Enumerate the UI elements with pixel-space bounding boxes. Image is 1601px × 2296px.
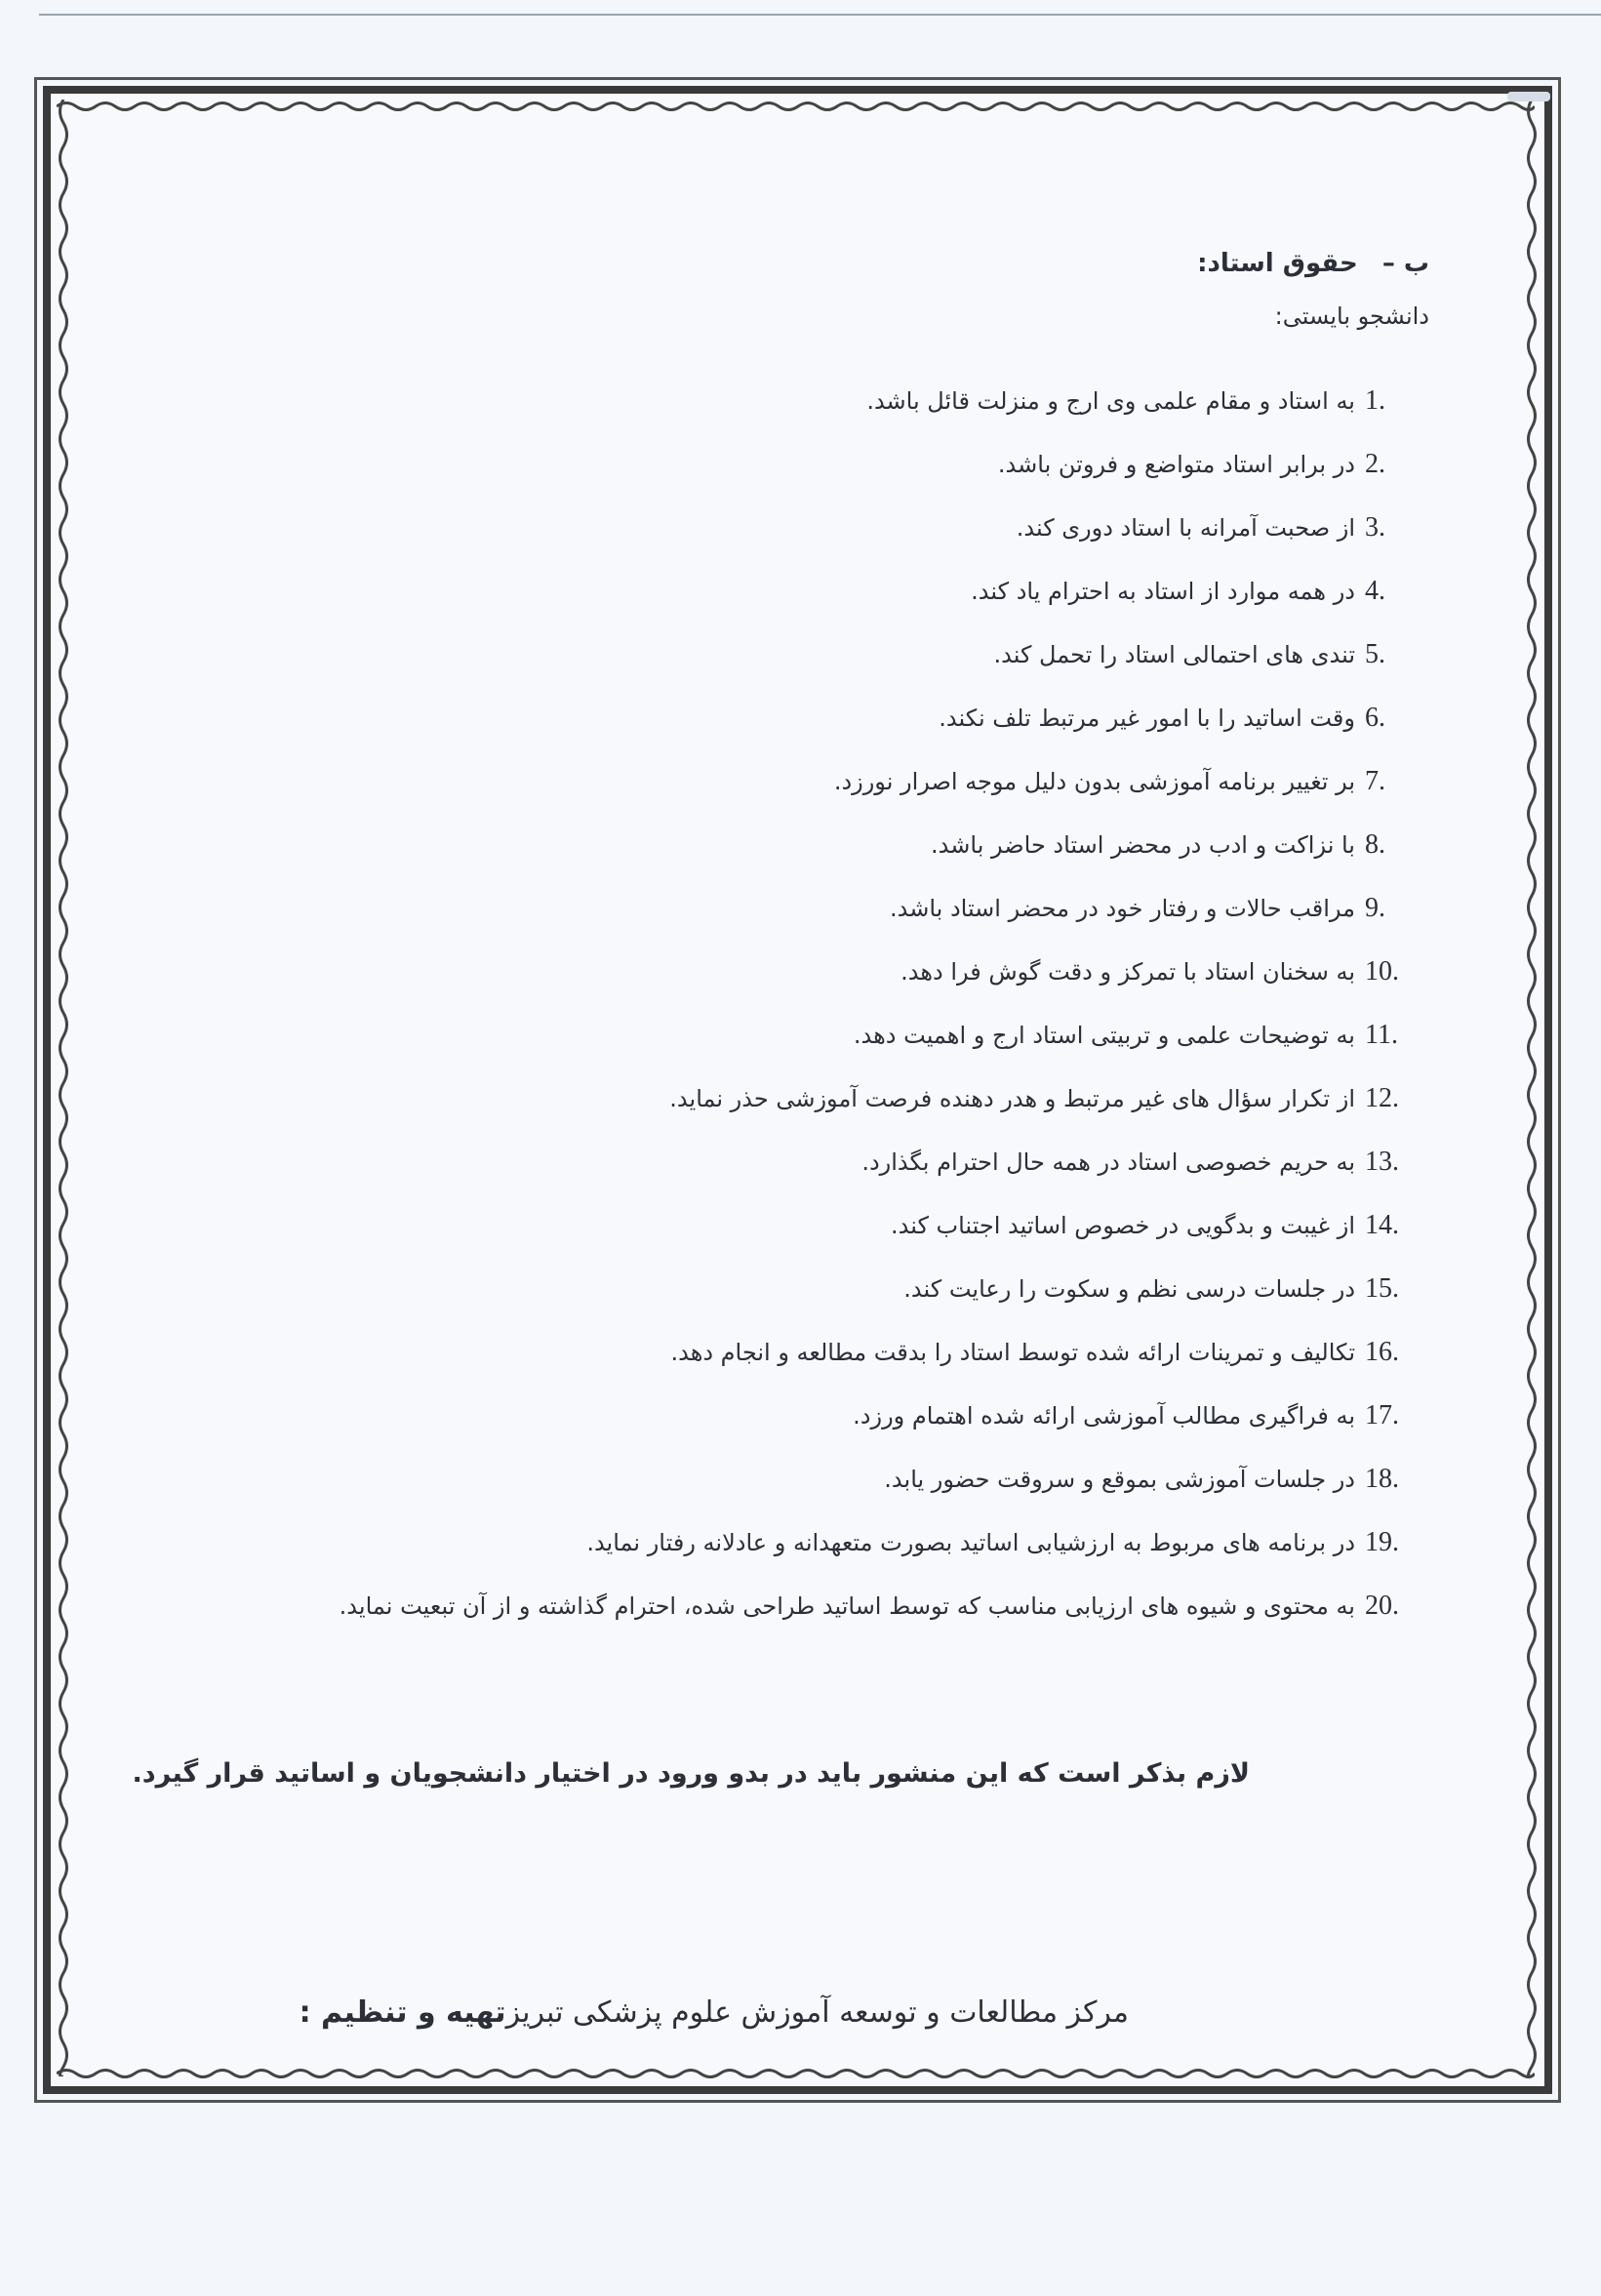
item-text: بر تغییر برنامه آموزشی بدون دلیل موجه اصرار نورزد. <box>833 767 1355 795</box>
item-number: 5. <box>1365 638 1385 669</box>
item-number: 13. <box>1365 1146 1399 1177</box>
item-text: تکالیف و تمرینات ارائه شده توسط استاد را بدقت مطالعه و انجام دهد. <box>670 1338 1355 1366</box>
item-text: در همه موارد از استاد به احترام یاد کند. <box>971 577 1355 605</box>
list-item <box>147 1574 1416 1637</box>
list-item <box>147 813 1416 876</box>
list-item <box>147 686 1416 749</box>
item-text: به محتوی و شیوه های ارزیابی مناسب که توسط اساتید طراحی شده، احترام گذاشته و از آن تبعیت نماید. <box>339 1591 1355 1620</box>
prepared-by-org: مرکز مطالعات و توسعه آموزش علوم پزشکی تبریز <box>505 1995 1129 2030</box>
item-number: 7. <box>1365 765 1385 796</box>
list-item <box>147 876 1416 940</box>
item-text: با نزاکت و ادب در محضر استاد حاضر باشد. <box>931 830 1355 859</box>
item-number: 12. <box>1365 1082 1399 1113</box>
list-item <box>147 1320 1416 1384</box>
item-number: 2. <box>1365 448 1385 479</box>
item-text: در جلسات درسی نظم و سکوت را رعایت کند. <box>903 1274 1355 1303</box>
prepared-by-label: تهیه و تنظیم : <box>299 1995 506 2030</box>
list-item <box>147 1384 1416 1447</box>
list-item <box>147 369 1416 432</box>
item-number: 15. <box>1365 1272 1399 1304</box>
list-item <box>147 559 1416 623</box>
distribution-note: لازم بذکر است که این منشور باید در بدو ورود در اختیار دانشجویان و اساتید قرار گیرد. <box>132 1758 1250 1789</box>
item-number: 18. <box>1365 1463 1399 1494</box>
section-letter: ب – <box>1381 249 1429 278</box>
item-text: به حریم خصوصی استاد در همه حال احترام بگذارد. <box>861 1148 1355 1176</box>
item-text: در جلسات آموزشی بموقع و سروقت حضور یابد. <box>884 1465 1355 1493</box>
list-item <box>147 749 1416 813</box>
list-item <box>147 1130 1416 1193</box>
list-item <box>147 1511 1416 1574</box>
item-number: 16. <box>1365 1336 1399 1367</box>
item-number: 20. <box>1365 1590 1399 1621</box>
item-text: وقت اساتید را با امور غیر مرتبط تلف نکند. <box>939 704 1355 732</box>
item-text: تندی های احتمالی استاد را تحمل کند. <box>993 640 1355 668</box>
item-number: 10. <box>1365 955 1399 987</box>
list-item <box>147 496 1416 559</box>
item-text: از صحبت آمرانه با استاد دوری کند. <box>1016 513 1355 542</box>
item-text: به سخنان استاد با تمرکز و دقت گوش فرا دهد. <box>901 957 1355 986</box>
item-number: 4. <box>1365 575 1385 606</box>
item-text: در برابر استاد متواضع و فروتن باشد. <box>997 450 1355 478</box>
item-text: از تکرار سؤال های غیر مرتبط و هدر دهنده فرصت آموزشی حذر نماید. <box>669 1084 1355 1112</box>
item-number: 6. <box>1365 702 1385 733</box>
item-text: از غیبت و بدگویی در خصوص اساتید اجتناب کند. <box>890 1211 1355 1239</box>
list-item <box>147 1447 1416 1511</box>
list-item <box>147 1067 1416 1130</box>
duties-list <box>147 369 1416 1637</box>
section-title: حقوق استاد: <box>1197 249 1358 278</box>
list-item <box>147 1257 1416 1320</box>
item-text: در برنامه های مربوط به ارزشیابی اساتید بصورت متعهدانه و عادلانه رفتار نماید. <box>586 1528 1355 1556</box>
item-number: 14. <box>1365 1209 1399 1240</box>
section-subheading: دانشجو بایستی: <box>1274 302 1429 330</box>
item-text: به فراگیری مطالب آموزشی ارائه شده اهتمام ورزد. <box>853 1401 1355 1430</box>
section-heading <box>1197 249 1429 278</box>
item-number: 19. <box>1365 1526 1399 1557</box>
item-text: به توضیحات علمی و تربیتی استاد ارج و اهمیت دهد. <box>853 1021 1355 1049</box>
item-number: 17. <box>1365 1399 1399 1430</box>
list-item <box>147 432 1416 496</box>
prepared-by <box>288 1995 1129 2030</box>
item-text: مراقب حالات و رفتار خود در محضر استاد باشد. <box>889 894 1355 922</box>
list-item <box>147 1193 1416 1257</box>
item-number: 8. <box>1365 828 1385 860</box>
list-item <box>147 940 1416 1003</box>
item-number: 1. <box>1365 384 1385 416</box>
item-number: 11. <box>1365 1019 1398 1050</box>
item-text: به استاد و مقام علمی وی ارج و منزلت قائل باشد. <box>866 386 1355 415</box>
item-number: 9. <box>1365 892 1385 923</box>
item-number: 3. <box>1365 511 1385 543</box>
list-item <box>147 1003 1416 1067</box>
list-item <box>147 623 1416 686</box>
